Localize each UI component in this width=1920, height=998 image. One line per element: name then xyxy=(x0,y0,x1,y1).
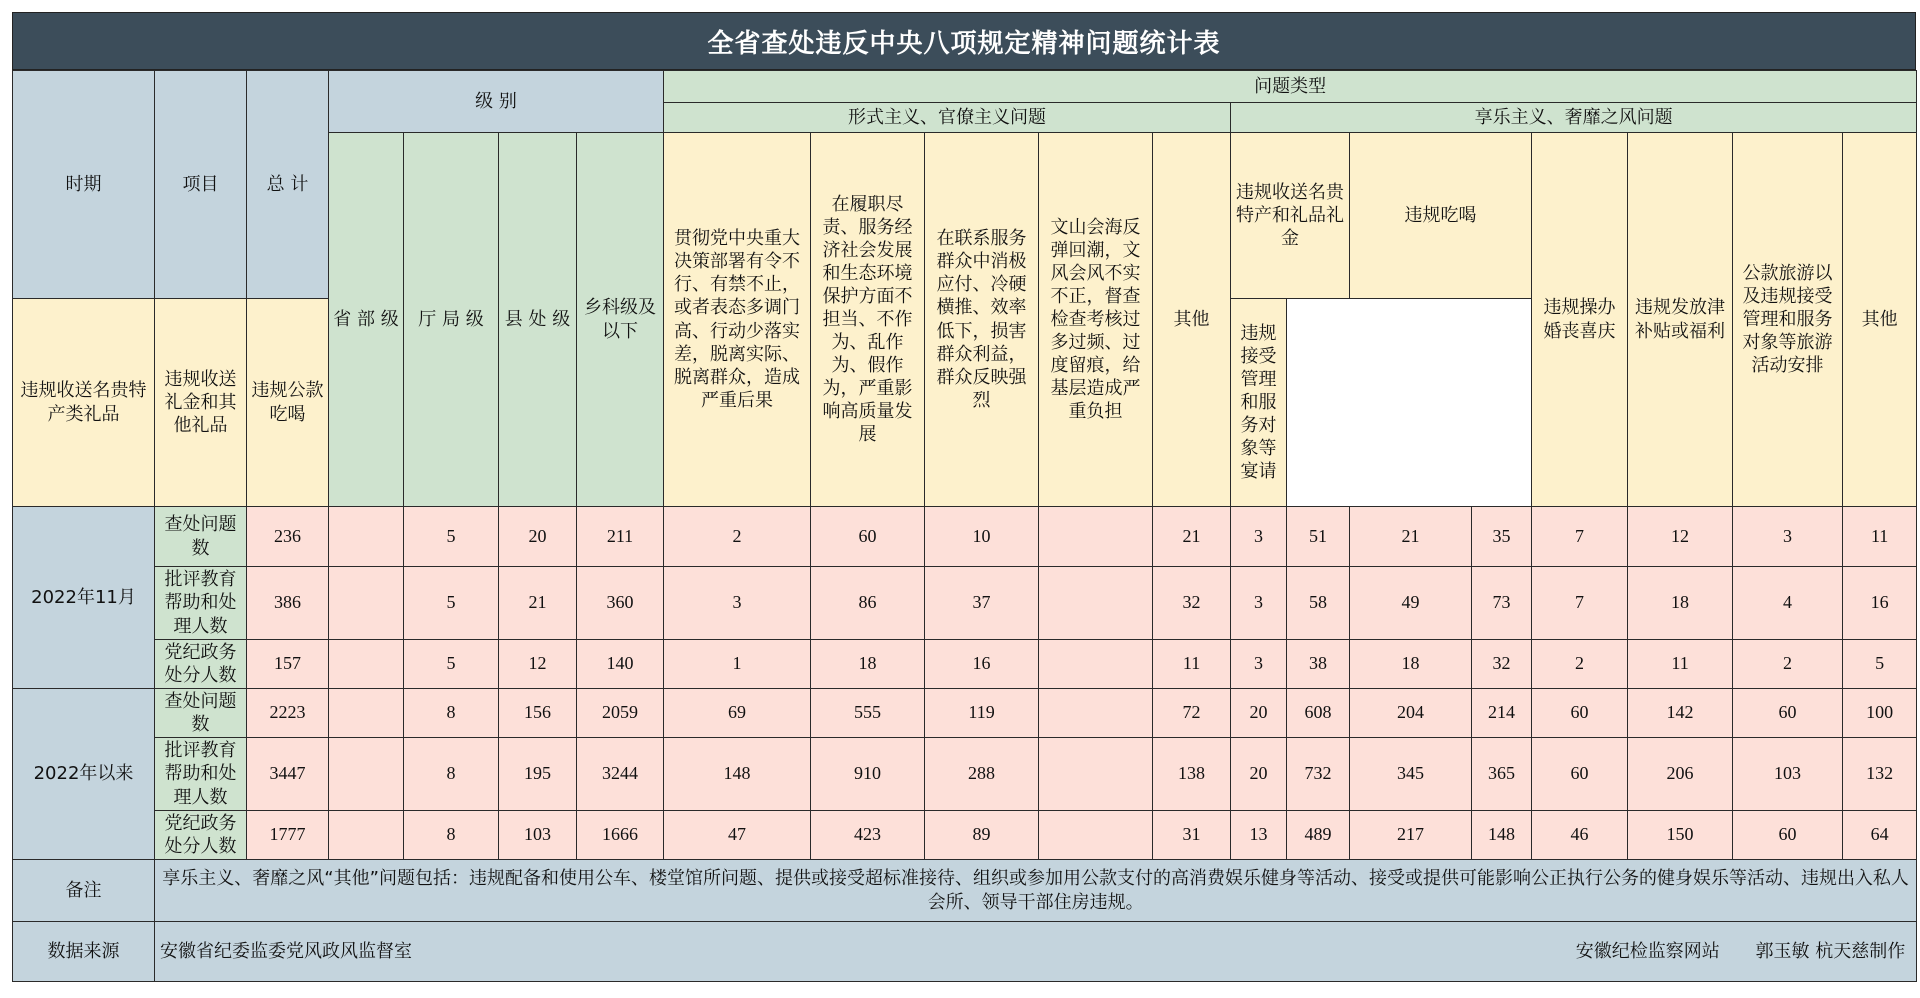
cell: 3244 xyxy=(577,738,664,811)
cell: 3 xyxy=(1231,567,1287,640)
cell: 46 xyxy=(1532,811,1628,860)
cell: 148 xyxy=(1472,811,1532,860)
cell: 47 xyxy=(664,811,811,860)
cell: 4 xyxy=(1733,567,1843,640)
cell: 195 xyxy=(499,738,577,811)
row-item: 党纪政务处分人数 xyxy=(155,640,247,689)
cell: 360 xyxy=(577,567,664,640)
period-label: 2022年11月 xyxy=(13,507,155,689)
header-level: 级 别 xyxy=(329,71,664,133)
cell: 11 xyxy=(1628,640,1733,689)
cell: 5 xyxy=(1843,640,1917,689)
cell: 69 xyxy=(664,689,811,738)
header-dining-banquet: 违规接受管理和服务对象等宴请 xyxy=(1231,299,1287,507)
cell-total: 386 xyxy=(247,567,329,640)
cell: 5 xyxy=(404,640,499,689)
header-hedonism-other: 其他 xyxy=(1843,133,1917,507)
cell: 89 xyxy=(925,811,1039,860)
source-office: 安徽省纪委监委党风政风监督室 xyxy=(160,940,412,962)
cell: 910 xyxy=(811,738,925,811)
header-total: 总 计 xyxy=(247,71,329,299)
cell: 132 xyxy=(1843,738,1917,811)
header-gift-specialty: 违规收送名贵特产类礼品 xyxy=(13,299,155,507)
cell: 3 xyxy=(1231,640,1287,689)
cell xyxy=(329,640,404,689)
cell: 732 xyxy=(1287,738,1350,811)
cell: 7 xyxy=(1532,507,1628,567)
header-formalism: 形式主义、官僚主义问题 xyxy=(664,103,1231,133)
cell: 13 xyxy=(1231,811,1287,860)
header-level-bureau: 厅 局 级 xyxy=(404,133,499,507)
cell: 18 xyxy=(811,640,925,689)
cell: 608 xyxy=(1287,689,1350,738)
cell: 60 xyxy=(811,507,925,567)
cell: 148 xyxy=(664,738,811,811)
header-level-township: 乡科级及以下 xyxy=(577,133,664,507)
cell: 138 xyxy=(1153,738,1231,811)
cell: 32 xyxy=(1153,567,1231,640)
cell xyxy=(1039,689,1153,738)
cell: 206 xyxy=(1628,738,1733,811)
cell-total: 236 xyxy=(247,507,329,567)
header-gift-money: 违规收送礼金和其他礼品 xyxy=(155,299,247,507)
header-problem-type: 问题类型 xyxy=(664,71,1917,103)
cell: 16 xyxy=(1843,567,1917,640)
header-period: 时期 xyxy=(13,71,155,299)
cell: 12 xyxy=(499,640,577,689)
cell: 11 xyxy=(1843,507,1917,567)
cell: 21 xyxy=(1153,507,1231,567)
cell: 37 xyxy=(925,567,1039,640)
cell: 288 xyxy=(925,738,1039,811)
cell: 217 xyxy=(1350,811,1472,860)
cell: 11 xyxy=(1153,640,1231,689)
cell xyxy=(1039,640,1153,689)
cell xyxy=(329,738,404,811)
row-item: 查处问题数 xyxy=(155,507,247,567)
cell: 8 xyxy=(404,689,499,738)
header-formalism-duties: 在履职尽责、服务经济社会发展和生态环境保护方面不担当、不作为、乱作为、假作为，严重影响高质量发展 xyxy=(811,133,925,507)
cell: 64 xyxy=(1843,811,1917,860)
source-makers: 郭玉敏 杭天慈制作 xyxy=(1755,940,1906,962)
header-subsidies: 违规发放津补贴或福利 xyxy=(1628,133,1733,507)
header-formalism-decisions: 贯彻党中央重大决策部署有令不行、有禁不止，或者表态多调门高、行动少落实差，脱离实际、脱离群众，造成严重后果 xyxy=(664,133,811,507)
source-credit xyxy=(1546,940,1905,963)
header-gift-group: 违规收送名贵特产和礼品礼金 xyxy=(1231,133,1350,299)
cell: 60 xyxy=(1532,738,1628,811)
cell xyxy=(329,507,404,567)
cell: 35 xyxy=(1472,507,1532,567)
cell xyxy=(329,567,404,640)
row-item: 批评教育帮助和处理人数 xyxy=(155,567,247,640)
cell: 214 xyxy=(1472,689,1532,738)
cell: 2 xyxy=(664,507,811,567)
cell: 211 xyxy=(577,507,664,567)
cell: 38 xyxy=(1287,640,1350,689)
cell xyxy=(1039,811,1153,860)
statistics-table xyxy=(12,70,1917,982)
cell: 156 xyxy=(499,689,577,738)
cell: 10 xyxy=(925,507,1039,567)
cell: 555 xyxy=(811,689,925,738)
cell xyxy=(1039,507,1153,567)
header-level-county: 县 处 级 xyxy=(499,133,577,507)
cell: 142 xyxy=(1628,689,1733,738)
cell: 103 xyxy=(499,811,577,860)
cell: 119 xyxy=(925,689,1039,738)
header-dining-public: 违规公款吃喝 xyxy=(247,299,329,507)
cell: 12 xyxy=(1628,507,1733,567)
cell: 3 xyxy=(664,567,811,640)
cell xyxy=(1039,567,1153,640)
cell: 58 xyxy=(1287,567,1350,640)
cell: 51 xyxy=(1287,507,1350,567)
note-text: 享乐主义、奢靡之风“其他”问题包括：违规配备和使用公车、楼堂馆所问题、提供或接受超标准接待、组织或参加用公款支付的高消费娱乐健身等活动、接受或提供可能影响公正执行公务的健身娱乐等活动、违规出入私人会所、领导干部住房违规。 xyxy=(155,860,1917,922)
header-tourism: 公款旅游以及违规接受管理和服务对象等旅游活动安排 xyxy=(1733,133,1843,507)
source-row xyxy=(155,922,1917,982)
cell: 103 xyxy=(1733,738,1843,811)
cell-total: 1777 xyxy=(247,811,329,860)
cell: 489 xyxy=(1287,811,1350,860)
header-formalism-other: 其他 xyxy=(1153,133,1231,507)
header-level-provincial: 省 部 级 xyxy=(329,133,404,507)
cell: 365 xyxy=(1472,738,1532,811)
cell: 21 xyxy=(499,567,577,640)
cell: 49 xyxy=(1350,567,1472,640)
cell-total: 2223 xyxy=(247,689,329,738)
cell: 140 xyxy=(577,640,664,689)
cell: 32 xyxy=(1472,640,1532,689)
cell: 5 xyxy=(404,507,499,567)
cell xyxy=(1039,738,1153,811)
cell xyxy=(329,811,404,860)
cell: 1 xyxy=(664,640,811,689)
period-label: 2022年以来 xyxy=(13,689,155,860)
cell: 100 xyxy=(1843,689,1917,738)
cell: 345 xyxy=(1350,738,1472,811)
row-item: 党纪政务处分人数 xyxy=(155,811,247,860)
cell: 72 xyxy=(1153,689,1231,738)
table-title: 全省查处违反中央八项规定精神问题统计表 xyxy=(12,12,1916,70)
cell: 16 xyxy=(925,640,1039,689)
cell: 60 xyxy=(1733,811,1843,860)
cell: 7 xyxy=(1532,567,1628,640)
cell xyxy=(329,689,404,738)
header-formalism-service: 在联系服务群众中消极应付、冷硬横推、效率低下，损害群众利益，群众反映强烈 xyxy=(925,133,1039,507)
cell: 3 xyxy=(1231,507,1287,567)
source-site: 安徽纪检监察网站 xyxy=(1575,940,1720,962)
note-label: 备注 xyxy=(13,860,155,922)
cell: 60 xyxy=(1532,689,1628,738)
cell: 1666 xyxy=(577,811,664,860)
cell: 204 xyxy=(1350,689,1472,738)
cell: 2059 xyxy=(577,689,664,738)
header-dining-group: 违规吃喝 xyxy=(1350,133,1532,299)
cell: 5 xyxy=(404,567,499,640)
source-label: 数据来源 xyxy=(13,922,155,982)
cell: 8 xyxy=(404,811,499,860)
cell: 2 xyxy=(1733,640,1843,689)
row-item: 批评教育帮助和处理人数 xyxy=(155,738,247,811)
cell: 31 xyxy=(1153,811,1231,860)
cell: 18 xyxy=(1628,567,1733,640)
cell: 86 xyxy=(811,567,925,640)
cell: 20 xyxy=(1231,689,1287,738)
header-weddings-funerals: 违规操办婚丧喜庆 xyxy=(1532,133,1628,507)
row-item: 查处问题数 xyxy=(155,689,247,738)
cell: 18 xyxy=(1350,640,1472,689)
cell: 150 xyxy=(1628,811,1733,860)
cell: 20 xyxy=(1231,738,1287,811)
header-hedonism: 享乐主义、奢靡之风问题 xyxy=(1231,103,1917,133)
cell: 73 xyxy=(1472,567,1532,640)
cell: 8 xyxy=(404,738,499,811)
cell: 20 xyxy=(499,507,577,567)
cell: 423 xyxy=(811,811,925,860)
cell-total: 3447 xyxy=(247,738,329,811)
cell: 60 xyxy=(1733,689,1843,738)
cell: 21 xyxy=(1350,507,1472,567)
cell: 3 xyxy=(1733,507,1843,567)
cell: 2 xyxy=(1532,640,1628,689)
header-formalism-meetings: 文山会海反弹回潮，文风会风不实不正，督查检查考核过多过频、过度留痕，给基层造成严重负担 xyxy=(1039,133,1153,507)
header-item: 项目 xyxy=(155,71,247,299)
cell-total: 157 xyxy=(247,640,329,689)
